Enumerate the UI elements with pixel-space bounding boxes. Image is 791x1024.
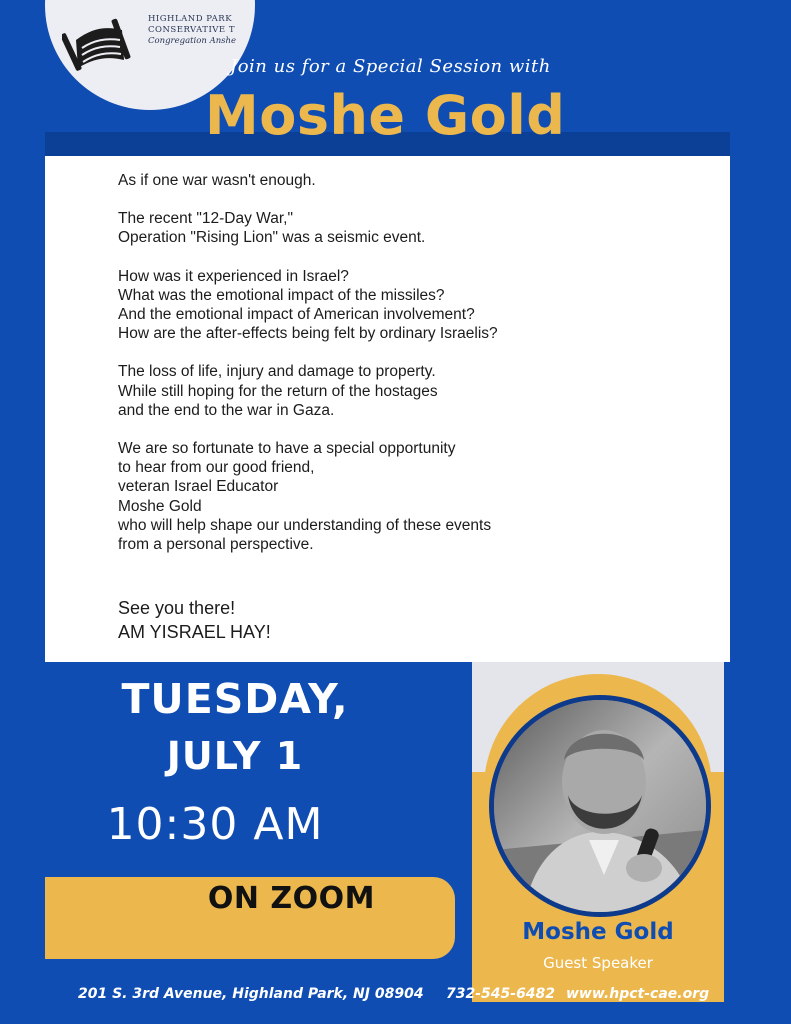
closing-text	[118, 596, 518, 644]
paragraph-5	[118, 439, 678, 554]
text-line: While still hoping for the return of the hostages	[118, 382, 438, 400]
event-location: ON ZOOM	[207, 881, 375, 916]
footer-contact	[0, 986, 791, 1008]
paragraph-4	[118, 362, 678, 420]
paragraph-1	[118, 171, 678, 190]
congregation-logo-text	[148, 14, 258, 47]
text-line: How was it experienced in Israel?	[118, 267, 349, 285]
speaker-portrait-image	[494, 700, 706, 912]
text-line: Moshe Gold	[118, 497, 202, 515]
speaker-role: Guest Speaker	[543, 954, 653, 972]
text-line: from a personal perspective.	[118, 536, 314, 554]
event-date: JULY 1	[166, 734, 304, 778]
paragraph-3	[118, 267, 678, 344]
footer-address: 201 S. 3rd Avenue, Highland Park, NJ 08904	[78, 986, 424, 1002]
text-line: We are so fortunate to have a special opportunity	[118, 440, 456, 458]
event-title: Moshe Gold	[205, 84, 566, 147]
text-line: The loss of life, injury and damage to property.	[118, 363, 436, 381]
closing-line-2: AM YISRAEL HAY!	[118, 622, 271, 642]
text-line: How are the after-effects being felt by ordinary Israelis?	[118, 325, 498, 343]
logo-line-1: HIGHLAND PARK	[148, 14, 233, 24]
logo-line-2: CONSERVATIVE T	[148, 25, 236, 35]
paragraph-2	[118, 209, 678, 247]
event-day: TUESDAY,	[121, 675, 349, 723]
text-line: Operation "Rising Lion" was a seismic event.	[118, 229, 426, 247]
text-line: The recent "12-Day War,"	[118, 210, 293, 228]
event-time: 10:30 AM	[106, 799, 324, 850]
text-line: veteran Israel Educator	[118, 478, 279, 496]
footer-phone[interactable]: 732-545-6482	[446, 986, 556, 1002]
text-line: And the emotional impact of American involvement?	[118, 306, 475, 324]
speaker-name: Moshe Gold	[522, 919, 674, 945]
footer-website[interactable]: www.hpct-cae.org	[566, 986, 710, 1002]
invite-tagline: Join us for a Special Session with	[230, 56, 551, 77]
text-line: who will help shape our understanding of these events	[118, 516, 492, 534]
description-text	[118, 171, 678, 573]
logo-line-3: Congregation Anshe	[148, 36, 237, 46]
text-line: As if one war wasn't enough.	[118, 172, 316, 189]
text-line: What was the emotional impact of the missiles?	[118, 286, 445, 304]
closing-line-1: See you there!	[118, 598, 236, 618]
text-line: to hear from our good friend,	[118, 459, 315, 477]
text-line: and the end to the war in Gaza.	[118, 401, 335, 419]
location-banner	[45, 877, 455, 959]
speaker-photo	[494, 700, 706, 912]
torah-scroll-icon	[62, 10, 132, 82]
